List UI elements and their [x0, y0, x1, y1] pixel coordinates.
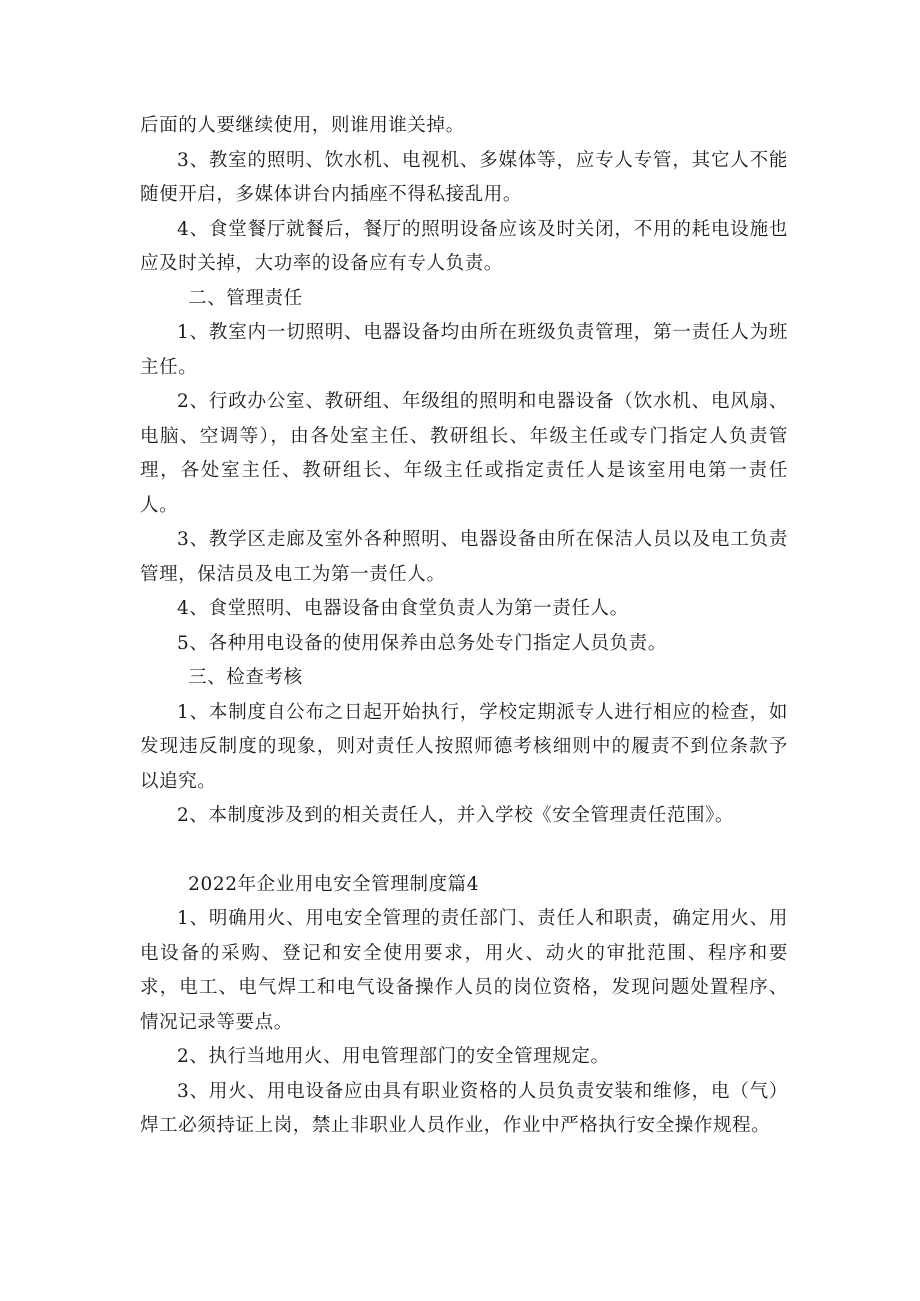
paragraph-office-responsibility: 2、行政办公室、教研组、年级组的照明和电器设备（饮水机、电风扇、电脑、空调等），由各处室主任、教研组长、年级主任或专门指定人负责管理，各处室主任、教研组长、年级主任或指定责任人是该室用电第一责任人。 — [140, 391, 788, 516]
paragraph-enterprise-responsibility: 1、明确用火、用电安全管理的责任部门、责任人和职责，确定用火、用电设备的采购、登记和安全使用要求，用火、动火的审批范围、程序和要求，电工、电气焊工和电气设备操作人员的岗位资格，发现问题处置程序、情况记录等要点。 — [140, 908, 788, 1033]
paragraph-canteen-equipment: 4、食堂餐厅就餐后，餐厅的照明设备应该及时关闭，不用的耗电设施也应及时关掉，大功率的设备应有专人负责。 — [140, 218, 788, 274]
continuation-paragraph: 后面的人要继续使用，则谁用谁关掉。 — [140, 115, 465, 136]
section-heading-inspection: 三、检查考核 — [188, 667, 303, 688]
paragraph-maintenance-responsibility: 5、各种用电设备的使用保养由总务处专门指定人员负责。 — [177, 632, 667, 654]
paragraph-local-regulations: 2、执行当地用火、用电管理部门的安全管理规定。 — [177, 1046, 610, 1067]
paragraph-classroom-equipment: 3、教室的照明、饮水机、电视机、多媒体等，应专人专管，其它人不能随便开启，多媒体讲台内插座不得私接乱用。 — [140, 149, 788, 205]
paragraph-inspection-scope: 2、本制度涉及到的相关责任人，并入学校《安全管理责任范围》。 — [177, 805, 735, 826]
article-title: 2022年企业用电安全管理制度篇4 — [188, 873, 480, 895]
paragraph-canteen-responsibility: 4、食堂照明、电器设备由食堂负责人为第一责任人。 — [177, 598, 629, 619]
paragraph-inspection-execution: 1、本制度自公布之日起开始执行，学校定期派专人进行相应的检查，如发现违反制度的现象，则对责任人按照师德考核细则中的履责不到位条款予以追究。 — [140, 701, 788, 792]
section-gap — [140, 834, 788, 868]
document-body — [140, 109, 788, 1144]
section-heading-management: 二、管理责任 — [188, 287, 303, 309]
paragraph-corridor-responsibility: 3、教学区走廊及室外各种照明、电器设备由所在保洁人员以及电工负责管理，保洁员及电工为第一责任人。 — [140, 529, 788, 585]
paragraph-classroom-responsibility: 1、教室内一切照明、电器设备均由所在班级负责管理，第一责任人为班主任。 — [140, 322, 788, 378]
paragraph-qualified-personnel: 3、用火、用电设备应由具有职业资格的人员负责安装和维修，电（气）焊工必须持证上岗，禁止非职业人员作业，作业中严格执行安全操作规程。 — [140, 1080, 788, 1136]
